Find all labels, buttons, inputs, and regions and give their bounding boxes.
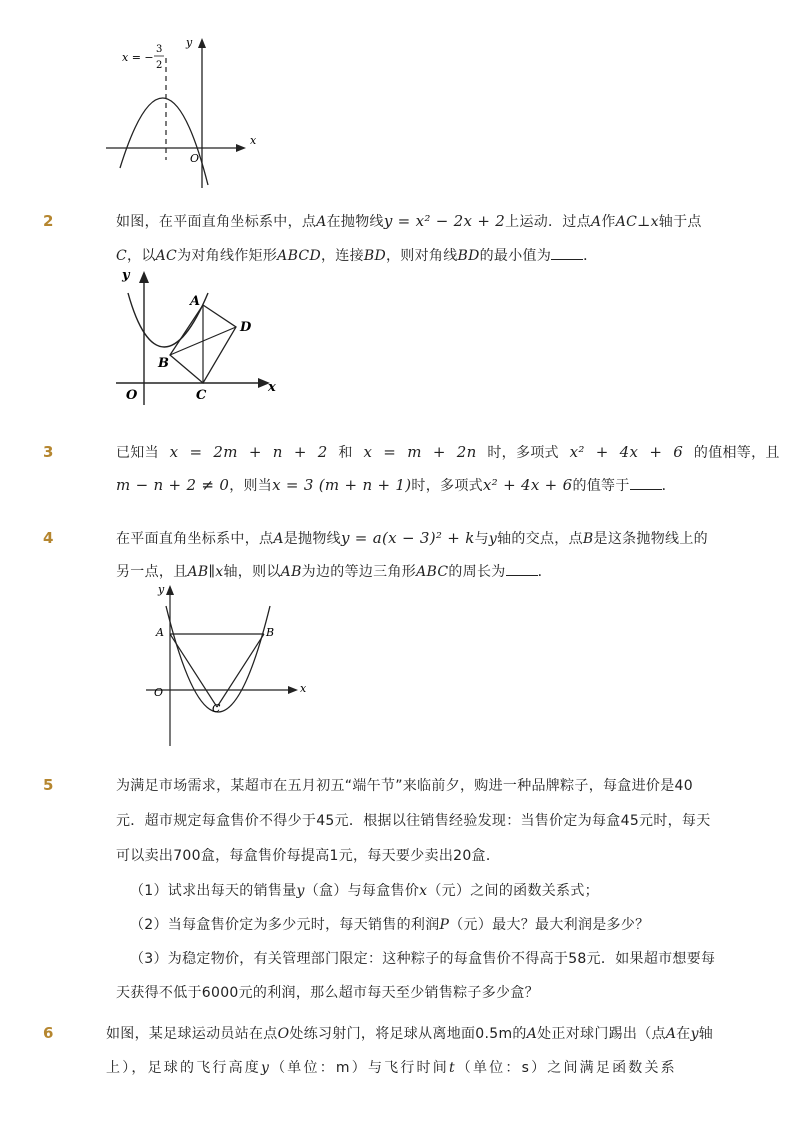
question-number-4: 4 <box>43 529 54 547</box>
segment-bc <box>217 634 264 707</box>
origin-label: O <box>190 152 200 165</box>
point-b-label: B <box>266 626 275 639</box>
q5-sub-3: （3）为稳定物价，有关管理部门限定：这种粽子的每盒售价不得高于58元．如果超市想要每 <box>130 951 716 967</box>
q2-line-2: C，以AC为对角线作矩形ABCD，连接BD，则对角线BD的最小值为 ． <box>116 248 598 264</box>
answer-blank <box>630 477 662 490</box>
q5-line-3: 可以卖出700盒，每盒售价每提高1元，每天要少卖出20盒． <box>116 848 501 864</box>
symmetry-label-denominator: 2 <box>156 60 163 71</box>
q6-line-1: 如图，某足球运动员站在点O处练习射门，将足球从离地面0.5m的A处正对球门踢出（点A在y轴 <box>106 1026 714 1042</box>
q5-sub-2: （2）当每盒售价定为多少元时，每天销售的利润P（元）最大？最大利润是多少？ <box>130 917 650 933</box>
segment-ac <box>170 634 217 707</box>
q5-line-2: 元．超市规定每盒售价不得少于45元．根据以往销售经验发现：当售价定为每盒45元时，每天 <box>116 813 711 829</box>
symmetry-label: x = − <box>122 51 154 64</box>
q5-sub-3-cont: 天获得不低于6000元的利润，那么超市每天至少销售粽子多少盒？ <box>116 985 539 1001</box>
x-axis-label: x <box>300 682 307 695</box>
q5-sub-1: （1）试求出每天的销售量y（盒）与每盒售价x（元）之间的函数关系式； <box>130 883 599 899</box>
origin-label: O <box>154 686 164 699</box>
question-number-5: 5 <box>43 776 54 794</box>
y-axis-arrow <box>198 38 206 48</box>
symmetry-label-numerator: 3 <box>156 44 163 55</box>
x-axis-arrow <box>236 144 246 152</box>
point-c-label: C <box>196 388 207 403</box>
point-d-label: D <box>240 320 252 335</box>
point-a-label: A <box>190 294 201 309</box>
rectangle-figure-q2 <box>108 265 288 410</box>
point-c-label: C <box>212 702 221 715</box>
x-axis-label: x <box>250 134 257 147</box>
y-axis-arrow <box>139 271 149 283</box>
origin-label: O <box>126 388 138 403</box>
triangle-figure-q4 <box>146 578 316 750</box>
question-number-2: 2 <box>43 212 54 230</box>
point-a-label: A <box>156 626 164 639</box>
y-axis-label: y <box>158 583 165 596</box>
parabola-figure-1 <box>100 30 270 190</box>
parabola-curve <box>166 606 270 712</box>
y-axis-label: y <box>122 268 130 283</box>
q5-line-1: 为满足市场需求，某超市在五月初五“端午节”来临前夕，购进一种品牌粽子，每盒进价是40 <box>116 778 693 794</box>
q6-line-2: 上），足球的飞行高度y（单位：m）与飞行时间t（单位：s）之间满足函数关系 <box>106 1060 677 1076</box>
x-axis-arrow <box>288 686 298 694</box>
q4-line-2: 另一点，且AB∥x轴，则以AB为边的等边三角形ABC的周长为 ． <box>116 564 552 580</box>
y-axis-arrow <box>166 585 174 595</box>
answer-blank <box>506 563 538 576</box>
x-axis-label: x <box>268 380 276 395</box>
question-number-6: 6 <box>43 1024 54 1042</box>
q3-line-2: m − n + 2 ≠ 0，则当x = 3 (m + n + 1)时，多项式x² + 4x + 6的值等于 ． <box>116 476 676 494</box>
point-b-label: B <box>158 356 169 371</box>
parabola-curve <box>120 98 208 185</box>
q4-line-1: 在平面直角坐标系中，点A是抛物线y = a(x − 3)² + k与y轴的交点，点B是这条抛物线上的 <box>116 529 708 547</box>
q2-line-1: 如图，在平面直角坐标系中，点A在抛物线y = x² − 2x + 2上运动．过点A作AC⊥x轴于点 <box>116 212 702 230</box>
question-number-3: 3 <box>43 443 54 461</box>
y-axis-label: y <box>186 36 193 49</box>
q3-line-1: 已知当 x = 2m + n + 2 和 x = m + 2n 时，多项式 x² + 4x + 6 的值相等，且 <box>116 443 780 461</box>
answer-blank <box>551 247 583 260</box>
